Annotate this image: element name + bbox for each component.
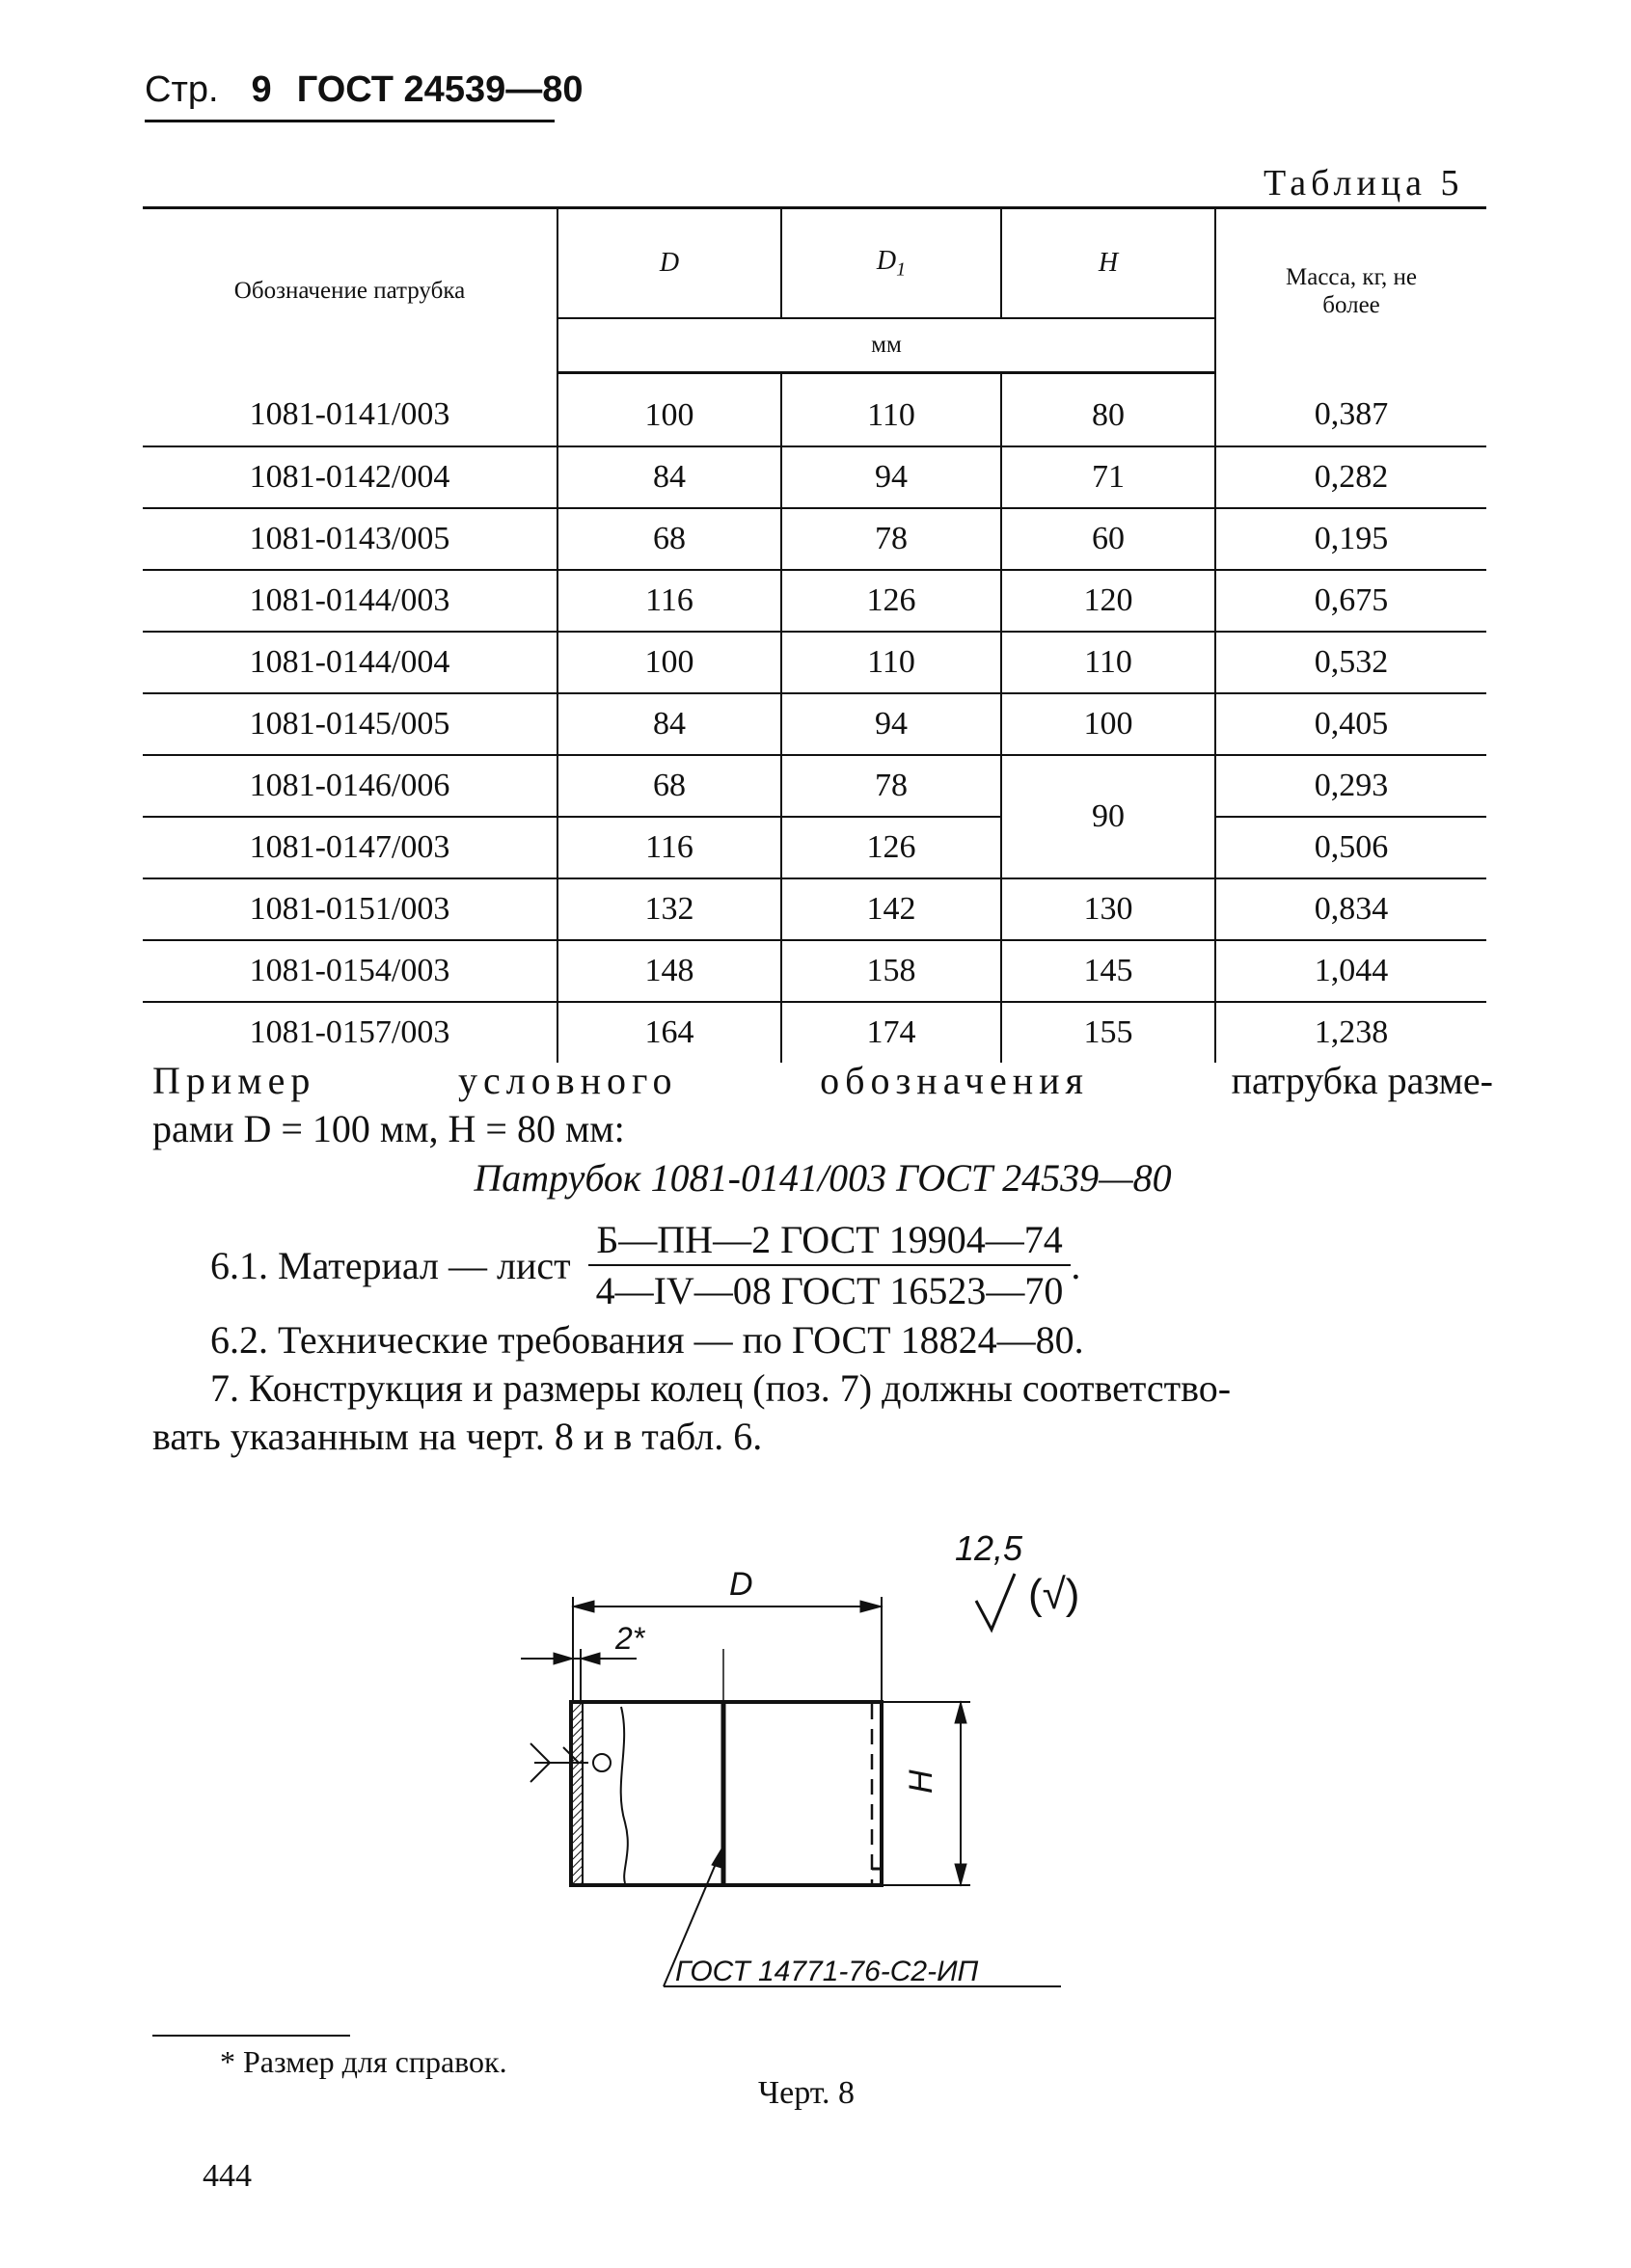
cell-mass: 0,293: [1215, 755, 1486, 817]
footnote-rule: [152, 2035, 350, 2037]
cell-d: 116: [557, 570, 781, 632]
roughness-value: 12,5: [955, 1528, 1023, 1568]
example-word-3: обозначения: [820, 1059, 1089, 1102]
cell-designation: 1081-0154/003: [143, 940, 557, 1002]
cell-h-merged: 90: [1001, 755, 1215, 878]
designation-example: Патрубок 1081-0141/003 ГОСТ 24539—80: [474, 1156, 1172, 1200]
cell-designation: 1081-0142/004: [143, 446, 557, 508]
cell-mass: 1,044: [1215, 940, 1486, 1002]
page-label: Стр.: [145, 69, 219, 110]
cell-d: 100: [557, 373, 781, 447]
cell-mass: 0,387: [1215, 373, 1486, 447]
col-header-designation: Обозначение патрубка: [143, 208, 557, 373]
cell-h: 130: [1001, 878, 1215, 940]
cell-d1: 78: [781, 755, 1001, 817]
page-header: [145, 69, 584, 111]
roughness-check-icon: [976, 1574, 1015, 1630]
cell-h: 120: [1001, 570, 1215, 632]
cell-d: 100: [557, 632, 781, 693]
header-rule: [145, 120, 555, 122]
cell-mass: 0,675: [1215, 570, 1486, 632]
cell-d: 68: [557, 755, 781, 817]
table-row: [143, 570, 1486, 632]
ring-wall-hatch: [573, 1704, 583, 1883]
cell-d: 84: [557, 446, 781, 508]
col-header-units: мм: [557, 318, 1215, 373]
leader-label: ГОСТ 14771-76-С2-ИП: [675, 1956, 979, 1987]
cell-h: 155: [1001, 1002, 1215, 1063]
leader-arrow: [712, 1846, 723, 1868]
cell-designation: 1081-0151/003: [143, 878, 557, 940]
table-row: [143, 373, 1486, 447]
dim-d-arrow-left: [573, 1601, 594, 1612]
cell-mass: 1,238: [1215, 1002, 1486, 1063]
col-header-mass-text: Масса, кг, не более: [1286, 263, 1417, 318]
cell-d1: 78: [781, 508, 1001, 570]
cell-mass: 0,405: [1215, 693, 1486, 755]
cell-h: 60: [1001, 508, 1215, 570]
cell-d: 148: [557, 940, 781, 1002]
ring-drawing: [502, 1504, 1157, 2006]
col-header-d1-sub: 1: [896, 258, 907, 281]
table-caption: Таблица 5: [1264, 163, 1464, 203]
cell-h: 80: [1001, 373, 1215, 447]
dim-h-arrow-bottom: [955, 1864, 966, 1885]
cell-d1: 110: [781, 632, 1001, 693]
cell-h: 71: [1001, 446, 1215, 508]
page-index: 9: [251, 69, 272, 110]
cell-d1: 94: [781, 446, 1001, 508]
weld-symbol-circle: [593, 1754, 611, 1771]
ring-outline: [571, 1702, 882, 1885]
example-paragraph-line1: [152, 1057, 1493, 1105]
cell-designation: 1081-0144/003: [143, 570, 557, 632]
example-paragraph-line2: рами D = 100 мм, H = 80 мм:: [152, 1107, 625, 1150]
clause-7-line1: 7. Конструкция и размеры колец (поз. 7) должны соответство-: [210, 1366, 1232, 1410]
table-row: [143, 940, 1486, 1002]
page-number: 444: [203, 2158, 252, 2194]
cell-designation: 1081-0141/003: [143, 373, 557, 447]
example-word-1: Пример: [152, 1059, 316, 1102]
table-row: [143, 508, 1486, 570]
standard-number: ГОСТ 24539—80: [296, 69, 584, 110]
cell-designation: 1081-0143/005: [143, 508, 557, 570]
cell-mass: 0,282: [1215, 446, 1486, 508]
material-fraction: [588, 1217, 1072, 1313]
cell-d1: 126: [781, 817, 1001, 878]
example-tail: патрубка разме-: [1231, 1059, 1493, 1102]
cell-d1: 110: [781, 373, 1001, 447]
clause-6-1-label: 6.1. Материал — лист: [210, 1243, 571, 1287]
cell-d: 132: [557, 878, 781, 940]
cell-d: 68: [557, 508, 781, 570]
cell-mass: 0,532: [1215, 632, 1486, 693]
cell-designation: 1081-0157/003: [249, 1014, 450, 1050]
cell-h: 100: [1001, 693, 1215, 755]
col-header-d1-base: D: [876, 245, 897, 276]
cell-d: 84: [557, 693, 781, 755]
cell-d1: 94: [781, 693, 1001, 755]
col-header-h: H: [1001, 208, 1215, 319]
figure-caption: Черт. 8: [758, 2075, 856, 2111]
table-row: [143, 693, 1486, 755]
table-row: [143, 446, 1486, 508]
cell-d1: 126: [781, 570, 1001, 632]
clause-7-line2: вать указанным на черт. 8 и в табл. 6.: [152, 1415, 763, 1458]
dim-h-arrow-top: [955, 1702, 966, 1723]
dim-d-label: D: [729, 1566, 753, 1603]
cell-designation: 1081-0144/004: [143, 632, 557, 693]
dim-d-arrow-right: [860, 1601, 882, 1612]
fraction-denominator: 4—IV—08 ГОСТ 16523—70: [595, 1269, 1064, 1312]
fraction-numerator: Б—ПН—2 ГОСТ 19904—74: [588, 1217, 1070, 1266]
break-line: [621, 1707, 628, 1883]
table-row: [143, 755, 1486, 817]
cell-d: 164: [557, 1002, 781, 1063]
dim-2-arrow-left: [554, 1653, 573, 1664]
table-5: [143, 206, 1486, 1063]
cell-mass: 0,834: [1215, 878, 1486, 940]
roughness-paren: (√): [1028, 1571, 1080, 1618]
example-word-2: условного: [458, 1059, 678, 1102]
cell-d1: 174: [781, 1002, 1001, 1063]
cell-d: 116: [557, 817, 781, 878]
cell-d1: 158: [781, 940, 1001, 1002]
table-row: [143, 1002, 1486, 1063]
cell-mass: 0,506: [1215, 817, 1486, 878]
cell-designation: 1081-0147/003: [143, 817, 557, 878]
clause-6-2: 6.2. Технические требования — по ГОСТ 18824—80.: [210, 1318, 1084, 1362]
table-row: [143, 878, 1486, 940]
dim-h-label: H: [903, 1769, 939, 1794]
col-header-d: D: [557, 208, 781, 319]
cell-mass: 0,195: [1215, 508, 1486, 570]
dim-2-label: 2*: [615, 1621, 645, 1656]
col-header-d1: [781, 208, 1001, 319]
dim-2-arrow-right: [581, 1653, 600, 1664]
table-row: [143, 632, 1486, 693]
cell-d1: 142: [781, 878, 1001, 940]
cell-h: 110: [1001, 632, 1215, 693]
table-row: [143, 817, 1486, 878]
cell-h: 145: [1001, 940, 1215, 1002]
clause-6-1: [210, 1217, 1080, 1313]
cell-designation: 1081-0146/006: [143, 755, 557, 817]
clause-6-1-end: .: [1071, 1243, 1081, 1287]
col-header-mass: [1215, 208, 1486, 373]
footnote: * Размер для справок.: [220, 2044, 507, 2079]
cell-designation: 1081-0145/005: [143, 693, 557, 755]
